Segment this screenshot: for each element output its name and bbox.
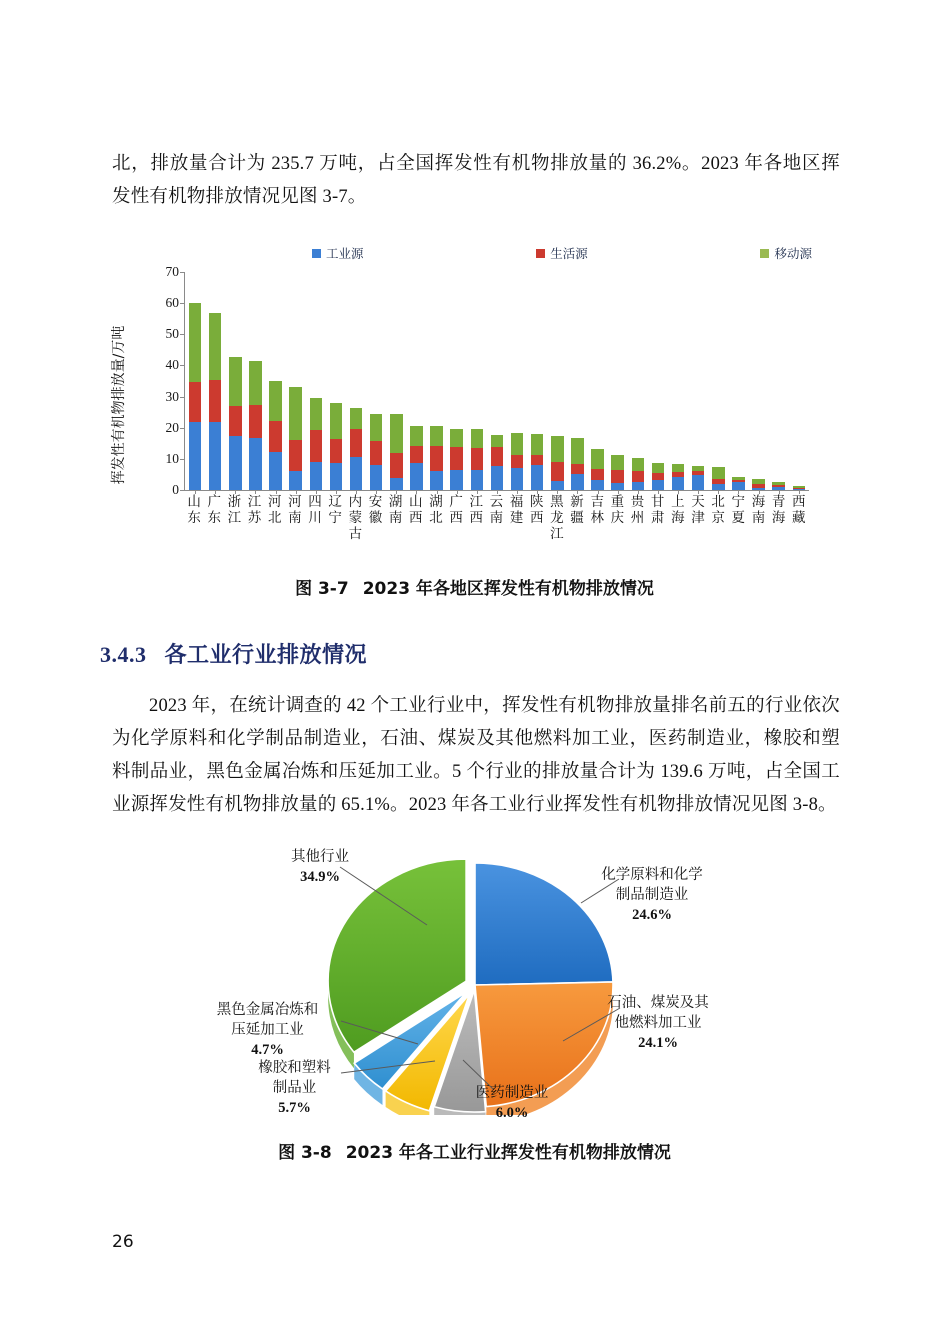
pie-label-chemical-line1: 化学原料和化学 (601, 867, 703, 883)
figure-3-8-title: 2023 年各工业行业挥发性有机物排放情况 (345, 1143, 671, 1163)
bar-segment-liv (652, 473, 664, 480)
x-axis-label: 西 藏 (792, 494, 806, 525)
bar-column (406, 272, 426, 490)
x-axis-label: 湖 南 (388, 494, 403, 525)
bar-segment-ind (209, 422, 221, 490)
bar-column (467, 272, 487, 490)
bar-segment-ind (732, 482, 744, 490)
figure-3-7-caption (0, 574, 949, 599)
x-axis-label: 重 庆 (610, 494, 625, 525)
bar-chart-y-axis-title: 挥发性有机物排放量/万吨 (111, 325, 127, 485)
page-number: 26 (112, 1232, 134, 1252)
bar-segment-ind (672, 477, 684, 490)
x-axis-label: 福 建 (509, 494, 524, 525)
bar-segment-liv (209, 380, 221, 421)
bar-segment-mob (330, 403, 342, 439)
x-axis-label: 湖 北 (429, 494, 443, 525)
bar-column (286, 272, 306, 490)
bar-column (749, 272, 769, 490)
bar-segment-liv (390, 453, 402, 477)
x-axis-label: 广 东 (207, 494, 221, 525)
bar-segment-mob (531, 434, 543, 455)
bar-segment-liv (551, 462, 563, 481)
pie-label-chemical-pct: 24.6% (632, 907, 672, 923)
bar-column (769, 272, 789, 490)
legend-swatch-residential (536, 249, 545, 258)
bar-column (588, 272, 608, 490)
bar-column (688, 272, 708, 490)
bar-segment-mob (350, 408, 362, 429)
bar-column (648, 272, 668, 490)
bar-chart-legend (312, 244, 812, 262)
bar-segment-ind (450, 470, 462, 490)
legend-swatch-industrial (312, 249, 321, 258)
bar-segment-ind (652, 480, 664, 490)
legend-item-residential (536, 244, 588, 262)
bar-chart-plot-area (165, 263, 809, 497)
bar-segment-ind (430, 471, 442, 490)
x-axis-label: 河 南 (288, 494, 302, 525)
bar-column (386, 272, 406, 490)
x-axis-label: 贵 州 (630, 494, 645, 525)
x-axis-label: 吉 林 (590, 494, 604, 525)
bar-segment-mob (289, 387, 301, 440)
x-axis-label: 安 徽 (368, 494, 383, 525)
pie-label-others-pct: 34.9% (300, 869, 340, 885)
bar-column (608, 272, 628, 490)
bar-column (728, 272, 748, 490)
section-heading-3-4-3 (100, 638, 367, 669)
x-axis-label: 江 苏 (247, 494, 262, 525)
section-number: 3.4.3 (100, 642, 147, 667)
bar-segment-ind (310, 462, 322, 490)
bar-segment-liv (330, 439, 342, 463)
bar-segment-ind (611, 483, 623, 490)
bar-segment-liv (632, 471, 644, 482)
bar-column (668, 272, 688, 490)
bar-segment-liv (310, 430, 322, 462)
pie-label-rubber-line2: 制品业 (272, 1080, 317, 1096)
paragraph-top: 北，排放量合计为 235.7 万吨，占全国挥发性有机物排放量的 36.2%。2023 年各地区挥发性有机物排放情况见图 3-7。 (112, 154, 840, 207)
x-axis-label: 江 西 (469, 494, 484, 525)
legend-swatch-mobile (760, 249, 769, 258)
x-axis-label: 河 北 (267, 494, 282, 525)
y-tick-label-40: 40 (165, 357, 179, 373)
bar-segment-ind (229, 436, 241, 490)
pie-label-chemical-line2: 制品制造业 (615, 887, 689, 903)
bar-segment-ind (370, 465, 382, 490)
bar-segment-liv (370, 441, 382, 465)
pie-label-pharma (432, 1083, 592, 1123)
bar-segment-mob (450, 429, 462, 447)
y-tick-label-70: 70 (165, 263, 179, 279)
bar-segment-mob (229, 357, 241, 406)
bar-segment-ind (571, 474, 583, 490)
y-tick-mark-0 (180, 490, 185, 491)
pie-label-pharma-line1: 医药制造业 (475, 1085, 549, 1101)
pie-label-ferrous-line1: 黑色金属冶炼和 (216, 1002, 319, 1018)
bar-segment-mob (672, 464, 684, 471)
bar-segment-liv (491, 447, 503, 466)
bar-column (185, 272, 205, 490)
bar-column (346, 272, 366, 490)
x-axis-label: 上 海 (671, 494, 685, 525)
bar-segment-liv (450, 447, 462, 470)
x-axis-label: 黑 龙 江 (550, 494, 564, 541)
x-axis-label: 青 海 (771, 494, 786, 525)
legend-item-industrial (312, 244, 364, 262)
bar-column (225, 272, 245, 490)
bar-segment-liv (471, 448, 483, 470)
bar-chart-x-labels (184, 494, 809, 542)
bar-segment-ind (289, 471, 301, 490)
bar-column (567, 272, 587, 490)
bar-segment-mob (390, 414, 402, 454)
y-tick-label-0: 0 (172, 481, 179, 497)
bar-segment-mob (471, 429, 483, 448)
bar-column (547, 272, 567, 490)
y-tick-label-50: 50 (165, 326, 179, 342)
bar-segment-liv (269, 421, 281, 452)
x-axis-label: 四 川 (308, 494, 322, 525)
figure-3-7-title: 2023 年各地区挥发性有机物排放情况 (362, 579, 654, 599)
bar-segment-ind (632, 482, 644, 490)
legend-item-mobile (760, 244, 812, 262)
pie-label-others (250, 847, 390, 887)
bar-column (245, 272, 265, 490)
y-tick-label-10: 10 (165, 450, 179, 466)
bar-segment-liv (189, 382, 201, 422)
bar-segment-liv (531, 455, 543, 465)
bar-segment-mob (571, 438, 583, 464)
pie-label-petroleum (578, 993, 738, 1053)
x-axis-label: 陕 西 (529, 494, 544, 525)
bar-segment-mob (370, 414, 382, 441)
bar-segment-ind (350, 457, 362, 490)
bar-segment-ind (189, 422, 201, 490)
bar-column (507, 272, 527, 490)
bar-segment-mob (611, 455, 623, 471)
bar-segment-liv (430, 446, 442, 471)
legend-label-industrial: 工业源 (326, 246, 364, 261)
figure-3-7-bar-chart (111, 240, 822, 570)
pie-label-ferrous-line2: 压延加工业 (231, 1022, 304, 1038)
legend-label-residential: 生活源 (550, 246, 588, 261)
bar-segment-mob (652, 463, 664, 473)
bar-segment-mob (189, 303, 201, 382)
bar-segment-liv (591, 469, 603, 480)
bar-column (326, 272, 346, 490)
bar-segment-ind (511, 468, 523, 490)
x-axis-label: 甘 肃 (650, 494, 665, 525)
y-tick-label-30: 30 (165, 388, 179, 404)
bar-segment-ind (269, 452, 281, 490)
bar-segment-mob (491, 435, 503, 447)
x-axis-label: 海 南 (751, 494, 766, 525)
figure-3-8-pie-chart (0, 845, 949, 1125)
bar-segment-ind (491, 466, 503, 490)
pie-label-pharma-pct: 6.0% (495, 1105, 529, 1121)
bar-segment-ind (692, 475, 704, 490)
bar-column (708, 272, 728, 490)
bar-segment-ind (471, 470, 483, 490)
pie-label-rubber-line1: 橡胶和塑料 (258, 1060, 331, 1076)
pie-label-petroleum-line1: 石油、煤炭及其 (607, 995, 709, 1011)
section-title: 各工业行业排放情况 (164, 642, 368, 667)
y-tick-label-20: 20 (165, 419, 179, 435)
bar-segment-liv (229, 406, 241, 436)
x-axis-label: 浙 江 (227, 494, 242, 525)
bar-segment-ind (249, 438, 261, 490)
pie-label-petroleum-line2: 他燃料加工业 (614, 1015, 702, 1031)
bar-segment-liv (571, 464, 583, 474)
x-axis-label: 云 南 (489, 494, 504, 525)
figure-3-7-number: 图 3-7 (295, 579, 349, 599)
bar-segment-mob (269, 381, 281, 421)
x-axis-label: 山 东 (187, 494, 201, 525)
pie-label-petroleum-pct: 24.1% (638, 1035, 678, 1051)
bar-segment-mob (430, 426, 442, 446)
bar-segment-mob (511, 433, 523, 454)
x-axis-label: 广 西 (449, 494, 463, 525)
y-tick-label-60: 60 (165, 294, 179, 310)
x-axis-label: 新 疆 (570, 494, 584, 525)
bar-segment-mob (712, 467, 724, 478)
bar-column (527, 272, 547, 490)
pie-label-ferrous (195, 1000, 340, 1060)
paragraph-middle: 2023 年，在统计调查的 42 个工业行业中，挥发性有机物排放量排名前五的行业依次为化学原料和化学制品制造业，石油、煤炭及其他燃料加工业，医药制造业，橡胶和塑料制品业，黑色金属冶炼和压延加工业。5 个行业的排放量合计为 139.6 万吨，占全国工业源挥发性有机物排放量的 65.1%。2023 年各工业行业挥发性有机物排放情况见图 3-8。 (112, 696, 840, 815)
bar-segment-mob (410, 426, 422, 446)
bar-segment-ind (330, 463, 342, 490)
bar-segment-ind (390, 478, 402, 490)
bar-segment-ind (531, 465, 543, 490)
bar-column (306, 272, 326, 490)
x-axis-label: 天 津 (691, 494, 705, 525)
x-axis-label: 宁 夏 (731, 494, 746, 525)
figure-3-8-number: 图 3-8 (278, 1143, 332, 1163)
bar-segment-ind (551, 481, 563, 490)
bar-segment-mob (591, 449, 603, 469)
pie-label-chemical (572, 865, 732, 925)
bar-column (366, 272, 386, 490)
bar-segment-mob (209, 313, 221, 380)
bar-segment-mob (632, 458, 644, 471)
pie-label-rubber-pct: 5.7% (278, 1100, 311, 1116)
bar-column (487, 272, 507, 490)
pie-label-ferrous-pct: 4.7% (251, 1042, 284, 1058)
bar-segment-ind (410, 463, 422, 490)
bar-segment-liv (289, 440, 301, 471)
bar-column (205, 272, 225, 490)
bar-column (447, 272, 467, 490)
pie-label-others-text: 其他行业 (291, 849, 349, 865)
pie-label-rubber (232, 1058, 357, 1118)
x-axis-label: 山 西 (409, 494, 423, 525)
bar-column (266, 272, 286, 490)
bar-segment-liv (410, 446, 422, 463)
x-axis-label: 辽 宁 (328, 494, 342, 525)
bar-segment-liv (511, 455, 523, 469)
figure-3-8-caption (0, 1138, 949, 1163)
bar-segment-mob (551, 436, 563, 462)
bar-column (427, 272, 447, 490)
bar-segment-mob (310, 398, 322, 430)
bar-segment-liv (249, 405, 261, 438)
bar-segment-liv (611, 470, 623, 482)
x-axis-label: 内 蒙 古 (348, 494, 363, 541)
bar-segment-ind (591, 480, 603, 490)
bar-chart-bars (185, 272, 809, 490)
bar-column (628, 272, 648, 490)
bar-column (789, 272, 809, 490)
bar-segment-mob (249, 361, 261, 405)
x-axis-label: 北 京 (711, 494, 725, 525)
legend-label-mobile: 移动源 (774, 246, 812, 261)
bar-segment-liv (350, 429, 362, 457)
